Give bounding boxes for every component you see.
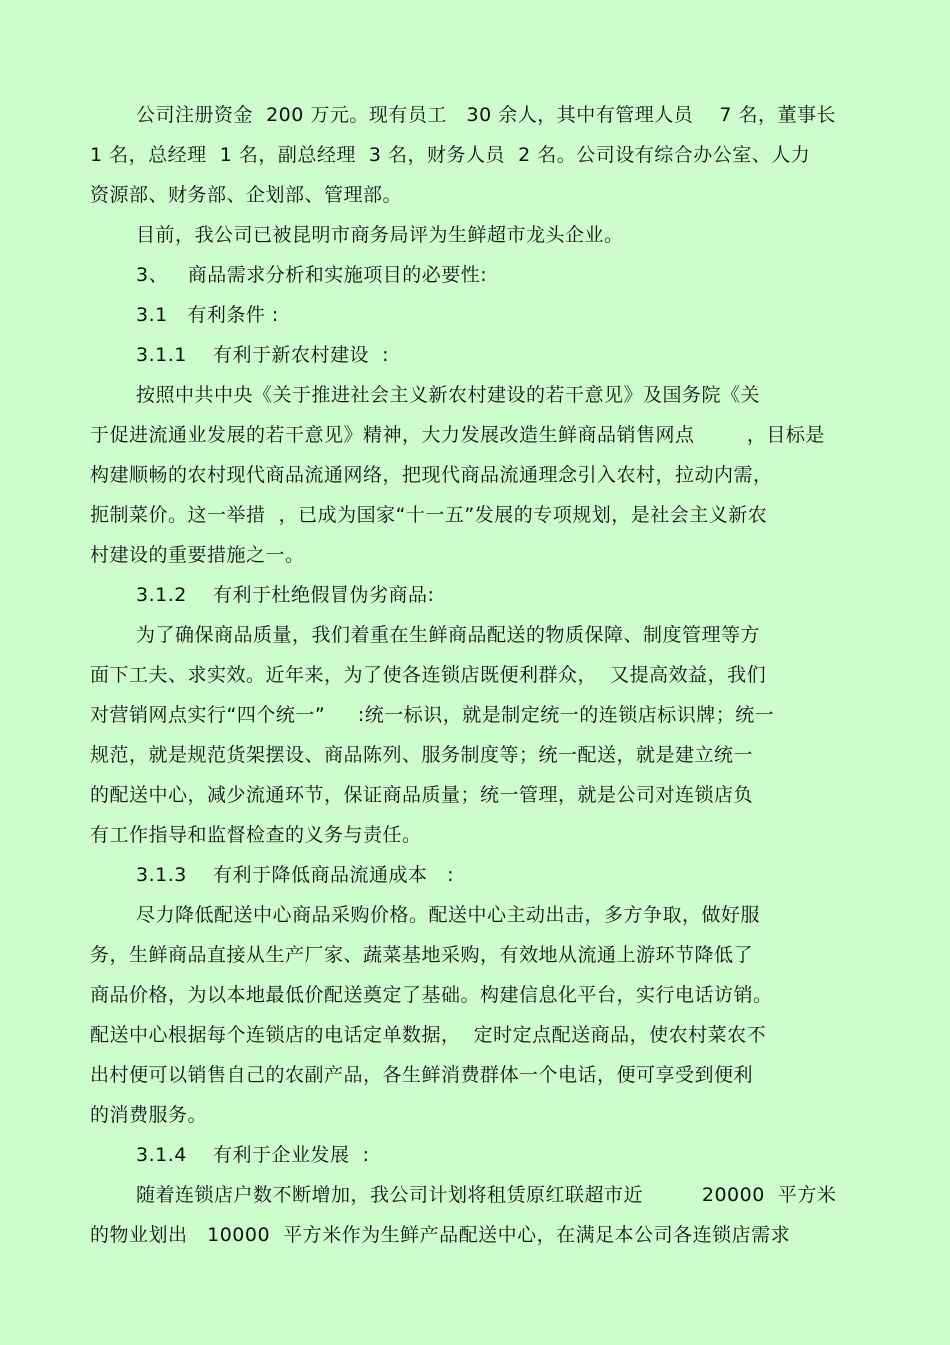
section-heading: 3.1 有利条件 : [136, 304, 279, 326]
text-line: 构建顺畅的农村现代商品流通网络，把现代商品流通理念引入农村，拉动内需， [90, 464, 773, 486]
text-line: 随着连锁店户数不断增加，我公司计划将租赁原红联超市近 20000 平方米 [136, 1184, 837, 1206]
text-line: 的消费服务。 [90, 1104, 208, 1126]
text-line: 尽力降低配送中心商品采购价格。配送中心主动出击，多方争取，做好服 [136, 904, 761, 926]
text-line: 目前，我公司已被昆明市商务局评为生鲜超市龙头企业。 [136, 224, 624, 246]
text-line: 的配送中心，减少流通环节，保证商品质量；统一管理，就是公司对连锁店负 [90, 784, 754, 806]
text-line: 务，生鲜商品直接从生产厂家、蔬菜基地采购，有效地从流通上游环节降低了 [90, 944, 754, 966]
text-line: 村建设的重要措施之一。 [90, 544, 305, 566]
text-line: 扼制菜价。这一举措 ，已成为国家“十一五”发展的专项规划，是社会主义新农 [90, 504, 768, 526]
text-line: 有工作指导和监督检查的义务与责任。 [90, 824, 422, 846]
text-line: 的物业划出 10000 平方米作为生鲜产品配送中心，在满足本公司各连锁店需求 [90, 1224, 791, 1246]
text-line: 配送中心根据每个连锁店的电话定单数据， 定时定点配送商品，使农村菜农不 [90, 1024, 767, 1046]
text-line: 按照中共中央《关于推进社会主义新农村建设的若干意见》及国务院《关 [136, 384, 761, 406]
section-heading: 3.1.2 有利于杜绝假冒伪劣商品: [136, 584, 435, 606]
section-heading: 3、 商品需求分析和实施项目的必要性: [136, 264, 488, 286]
text-line: 资源部、财务部、企划部、管理部。 [90, 184, 403, 206]
text-line: 规范，就是规范货架摆设、商品陈列、服务制度等；统一配送，就是建立统一 [90, 744, 754, 766]
text-line: 为了确保商品质量，我们着重在生鲜商品配送的物质保障、制度管理等方 [136, 624, 761, 646]
text-line: 出村便可以销售自己的农副产品，各生鲜消费群体一个电话，便可享受到便利 [90, 1064, 754, 1086]
text-line: 1 名，总经理 1 名，副总经理 3 名，财务人员 2 名。公司设有综合办公室、人力 [90, 144, 811, 166]
text-line: 商品价格，为以本地最低价配送奠定了基础。构建信息化平台，实行电话访销。 [90, 984, 773, 1006]
section-heading: 3.1.4 有利于企业发展 : [136, 1144, 370, 1166]
text-line: 于促进流通业发展的若干意见》精神，大力发展改造生鲜商品销售网点 ，目标是 [90, 424, 825, 446]
text-line: 对营销网点实行“四个统一” :统一标识，就是制定统一的连锁店标识牌；统一 [90, 704, 775, 726]
section-heading: 3.1.3 有利于降低商品流通成本 : [136, 864, 455, 886]
text-line: 公司注册资金 200 万元。现有员工 30 余人，其中有管理人员 7 名，董事长 [136, 104, 837, 126]
text-line: 面下工夫、求实效。近年来，为了使各连锁店既便利群众， 又提高效益，我们 [90, 664, 767, 686]
section-heading: 3.1.1 有利于新农村建设 : [136, 344, 389, 366]
